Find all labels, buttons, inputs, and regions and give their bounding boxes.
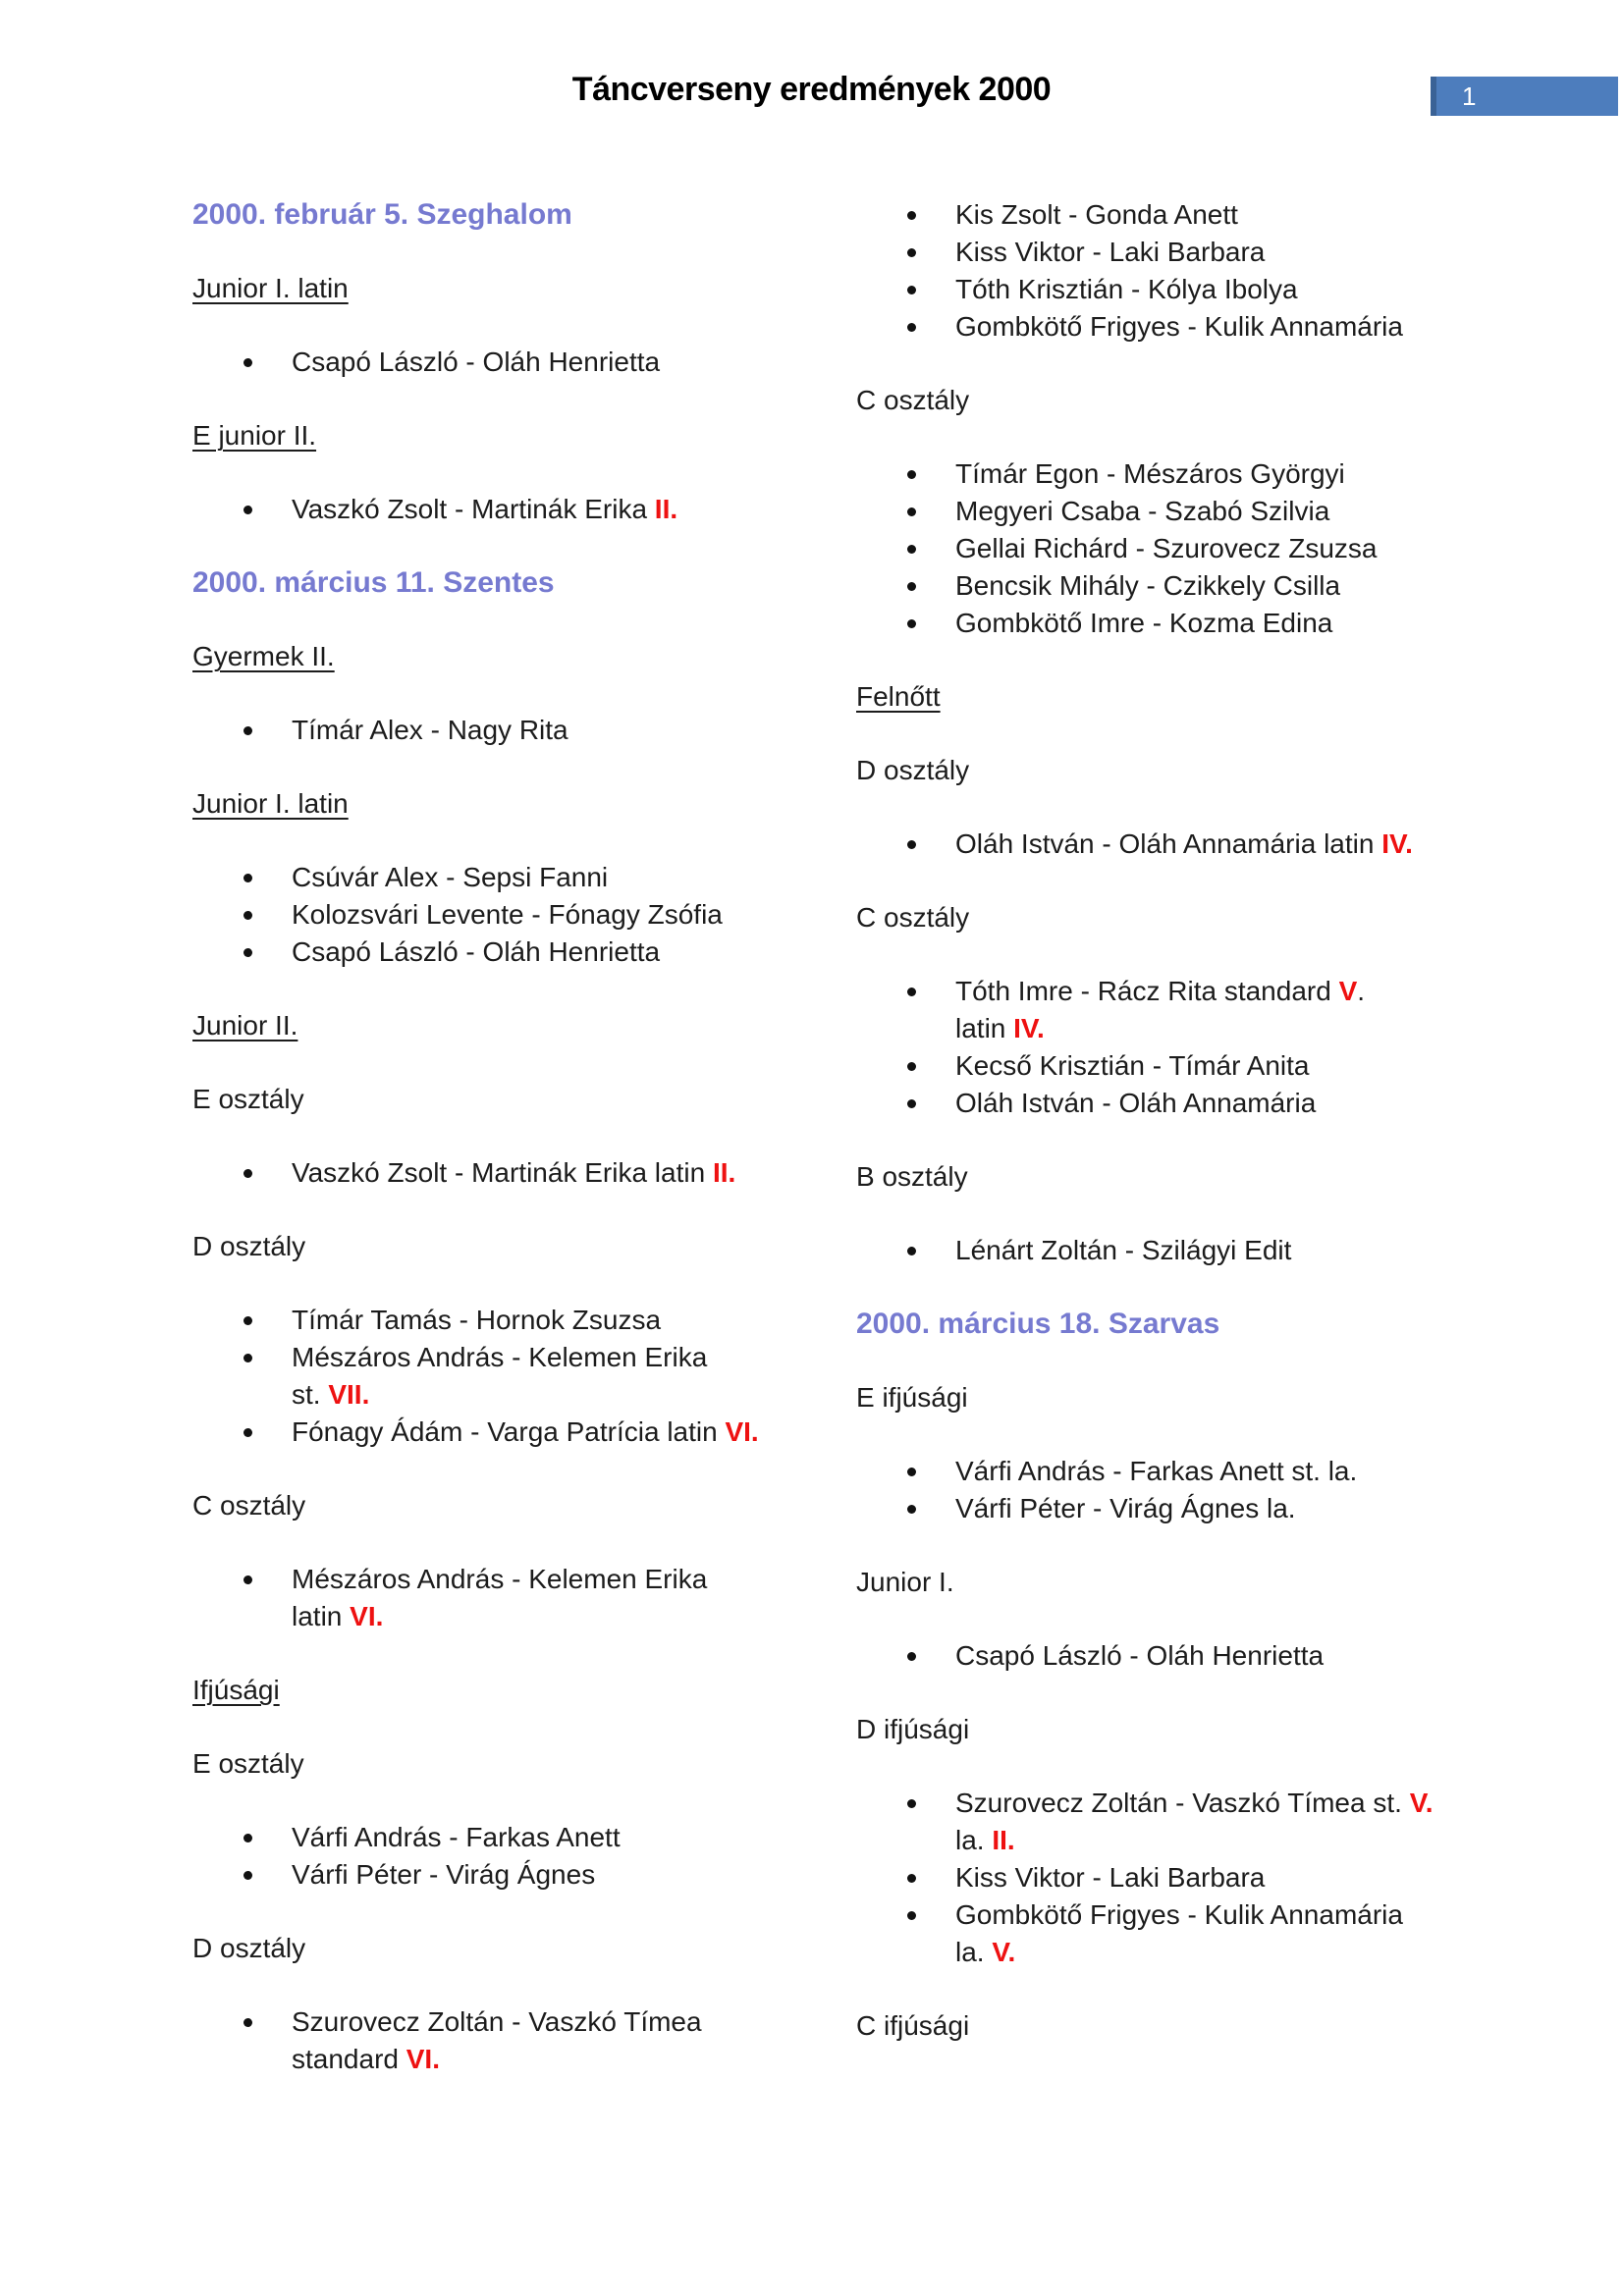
bullet-icon xyxy=(907,988,916,996)
class-heading: D osztály xyxy=(856,755,970,785)
results-list xyxy=(192,1561,821,1635)
placement-mark: V. xyxy=(992,1937,1016,1967)
result-item xyxy=(856,567,1543,605)
result-item xyxy=(856,196,1543,234)
result-text: Csúvár Alex - Sepsi Fanni xyxy=(292,862,609,892)
result-text: st. xyxy=(292,1379,329,1410)
results-list xyxy=(192,344,821,381)
bullet-icon xyxy=(243,358,252,367)
result-text: latin xyxy=(292,1601,351,1631)
bullet-icon xyxy=(907,211,916,220)
results-list xyxy=(856,1232,1543,1269)
results-list xyxy=(856,196,1543,346)
bullet-icon xyxy=(907,507,916,516)
result-item xyxy=(856,1453,1543,1490)
result-text: Kiss Viktor - Laki Barbara xyxy=(955,1862,1266,1893)
placement-mark: II. xyxy=(712,1157,736,1188)
result-item xyxy=(856,308,1543,346)
result-item xyxy=(192,1856,821,1894)
placement-mark: II. xyxy=(654,494,678,524)
bullet-icon xyxy=(907,1505,916,1514)
result-item xyxy=(856,1859,1543,1896)
result-text: . xyxy=(1357,976,1366,1006)
placement-mark: V. xyxy=(1409,1788,1434,1818)
results-list xyxy=(192,491,821,528)
result-text: la. xyxy=(955,1937,993,1967)
category-heading: Junior II. xyxy=(192,1010,298,1041)
placement-mark: IV. xyxy=(1381,828,1413,859)
result-item xyxy=(192,859,821,896)
placement-mark: IV. xyxy=(1013,1013,1045,1043)
result-item xyxy=(192,1414,821,1451)
result-text: Várfi András - Farkas Anett st. la. xyxy=(955,1456,1358,1486)
page-number: 1 xyxy=(1462,80,1477,111)
result-text: Bencsik Mihály - Czikkely Csilla xyxy=(955,570,1341,601)
result-text: Gombkötő Frigyes - Kulik Annamária xyxy=(955,311,1403,342)
result-item xyxy=(856,1232,1543,1269)
bullet-icon xyxy=(243,2018,252,2027)
category-heading: Junior I. latin xyxy=(192,273,349,303)
class-heading: E osztály xyxy=(192,1748,304,1779)
result-item xyxy=(856,1047,1543,1085)
result-text: Megyeri Csaba - Szabó Szilvia xyxy=(955,496,1330,526)
result-text: Kecső Krisztián - Tímár Anita xyxy=(955,1050,1310,1081)
results-list xyxy=(856,973,1543,1122)
placement-mark: V xyxy=(1338,976,1358,1006)
bullet-icon xyxy=(907,1062,916,1071)
bullet-icon xyxy=(243,1575,252,1584)
date-location-heading: 2000. február 5. Szeghalom xyxy=(192,198,572,231)
result-text: Vaszkó Zsolt - Martinák Erika xyxy=(292,494,655,524)
result-text: standard xyxy=(292,2044,406,2074)
bullet-icon xyxy=(243,726,252,735)
result-item xyxy=(856,271,1543,308)
result-item xyxy=(192,1302,821,1339)
results-list xyxy=(192,1154,821,1192)
result-text: Mészáros András - Kelemen Erika xyxy=(292,1342,708,1372)
result-text: Szurovecz Zoltán - Vaszkó Tímea xyxy=(292,2006,702,2037)
results-list xyxy=(856,1637,1543,1675)
result-item xyxy=(192,712,821,749)
category-heading: Gyermek II. xyxy=(192,641,335,671)
result-text: la. xyxy=(955,1825,993,1855)
page-title: Táncverseny eredmények 2000 xyxy=(571,71,1052,108)
result-text: Gombkötő Frigyes - Kulik Annamária xyxy=(955,1899,1403,1930)
bullet-icon xyxy=(907,323,916,332)
result-item xyxy=(856,493,1543,530)
result-text: Kolozsvári Levente - Fónagy Zsófia xyxy=(292,899,723,930)
result-text: Gombkötő Imre - Kozma Edina xyxy=(955,608,1333,638)
bullet-icon xyxy=(907,1247,916,1255)
bullet-icon xyxy=(907,545,916,554)
result-text: Tímár Egon - Mészáros Györgyi xyxy=(955,458,1345,489)
class-heading: E osztály xyxy=(192,1084,304,1114)
result-item xyxy=(856,1490,1543,1527)
class-heading: B osztály xyxy=(856,1161,968,1192)
result-text: Vaszkó Zsolt - Martinák Erika latin xyxy=(292,1157,713,1188)
class-heading: Junior I. xyxy=(856,1567,954,1597)
class-heading: D ifjúsági xyxy=(856,1714,970,1744)
result-item xyxy=(192,1339,821,1414)
result-item xyxy=(856,530,1543,567)
class-heading: D osztály xyxy=(192,1933,306,1963)
result-item xyxy=(856,826,1543,863)
result-text: Tóth Krisztián - Kólya Ibolya xyxy=(955,274,1298,304)
bullet-icon xyxy=(243,506,252,514)
bullet-icon xyxy=(907,840,916,849)
category-heading: E junior II. xyxy=(192,420,317,451)
results-list xyxy=(856,1453,1543,1527)
result-item xyxy=(856,973,1543,1047)
bullet-icon xyxy=(243,1834,252,1842)
result-text: Tóth Imre - Rácz Rita standard xyxy=(955,976,1339,1006)
bullet-icon xyxy=(907,619,916,628)
class-heading: E ifjúsági xyxy=(856,1382,968,1413)
result-item xyxy=(192,491,821,528)
result-text: Lénárt Zoltán - Szilágyi Edit xyxy=(955,1235,1292,1265)
results-list xyxy=(192,2003,821,2078)
placement-mark: VI. xyxy=(725,1416,759,1447)
result-text: Kiss Viktor - Laki Barbara xyxy=(955,237,1266,267)
bullet-icon xyxy=(907,1099,916,1108)
result-text: Oláh István - Oláh Annamária xyxy=(955,1088,1317,1118)
results-list xyxy=(856,455,1543,642)
class-heading: C ifjúsági xyxy=(856,2010,970,2041)
results-list xyxy=(192,712,821,749)
bullet-icon xyxy=(907,1911,916,1920)
results-list xyxy=(856,826,1543,863)
result-item xyxy=(856,1085,1543,1122)
result-item xyxy=(856,455,1543,493)
result-text: Oláh István - Oláh Annamária latin xyxy=(955,828,1382,859)
results-list xyxy=(192,859,821,971)
bullet-icon xyxy=(907,1468,916,1476)
result-item xyxy=(856,234,1543,271)
result-item xyxy=(856,1785,1543,1859)
results-list xyxy=(856,1785,1543,1971)
date-location-heading: 2000. március 11. Szentes xyxy=(192,566,555,599)
result-item xyxy=(192,934,821,971)
result-item xyxy=(192,344,821,381)
category-heading: Junior I. latin xyxy=(192,788,349,819)
class-heading: D osztály xyxy=(192,1231,306,1261)
date-location-heading: 2000. március 18. Szarvas xyxy=(856,1308,1220,1340)
result-text: Kis Zsolt - Gonda Anett xyxy=(955,199,1238,230)
placement-mark: II. xyxy=(992,1825,1015,1855)
class-heading: C osztály xyxy=(856,902,970,933)
result-text: Csapó László - Oláh Henrietta xyxy=(292,936,661,967)
placement-mark: VII. xyxy=(328,1379,370,1410)
page-number-badge xyxy=(1431,77,1618,116)
bullet-icon xyxy=(243,1169,252,1178)
result-text: Várfi András - Farkas Anett xyxy=(292,1822,621,1852)
column-left xyxy=(192,196,821,2114)
result-text: Tímár Tamás - Hornok Zsuzsa xyxy=(292,1305,662,1335)
result-text: Csapó László - Oláh Henrietta xyxy=(292,347,661,377)
results-list xyxy=(192,1819,821,1894)
bullet-icon xyxy=(907,1652,916,1661)
results-list xyxy=(192,1302,821,1451)
column-right xyxy=(856,196,1543,2081)
result-item xyxy=(192,1561,821,1635)
bullet-icon xyxy=(907,1799,916,1808)
placement-mark: VI. xyxy=(350,1601,384,1631)
result-text: latin xyxy=(955,1013,1014,1043)
bullet-icon xyxy=(243,911,252,920)
bullet-icon xyxy=(907,470,916,479)
bullet-icon xyxy=(907,248,916,257)
bullet-icon xyxy=(243,1428,252,1437)
result-text: Várfi Péter - Virág Ágnes xyxy=(292,1859,596,1890)
result-item xyxy=(192,1154,821,1192)
category-heading: Ifjúsági xyxy=(192,1675,280,1705)
category-heading: Felnőtt xyxy=(856,681,941,712)
bullet-icon xyxy=(243,1871,252,1880)
result-item xyxy=(192,896,821,934)
result-text: Szurovecz Zoltán - Vaszkó Tímea st. xyxy=(955,1788,1410,1818)
result-text: Csapó László - Oláh Henrietta xyxy=(955,1640,1325,1671)
class-heading: C osztály xyxy=(856,385,970,415)
bullet-icon xyxy=(243,948,252,957)
result-text: Mészáros András - Kelemen Erika xyxy=(292,1564,708,1594)
bullet-icon xyxy=(243,1354,252,1362)
result-item xyxy=(856,1896,1543,1971)
result-item xyxy=(192,1819,821,1856)
bullet-icon xyxy=(907,1874,916,1883)
bullet-icon xyxy=(907,582,916,591)
bullet-icon xyxy=(243,874,252,882)
result-item xyxy=(856,1637,1543,1675)
result-text: Fónagy Ádám - Varga Patrícia latin xyxy=(292,1416,726,1447)
placement-mark: VI. xyxy=(406,2044,440,2074)
bullet-icon xyxy=(243,1316,252,1325)
result-item xyxy=(192,2003,821,2078)
class-heading: C osztály xyxy=(192,1490,306,1521)
result-item xyxy=(856,605,1543,642)
bullet-icon xyxy=(907,286,916,294)
result-text: Gellai Richárd - Szurovecz Zsuzsa xyxy=(955,533,1378,563)
result-text: Tímár Alex - Nagy Rita xyxy=(292,715,568,745)
result-text: Várfi Péter - Virág Ágnes la. xyxy=(955,1493,1296,1523)
